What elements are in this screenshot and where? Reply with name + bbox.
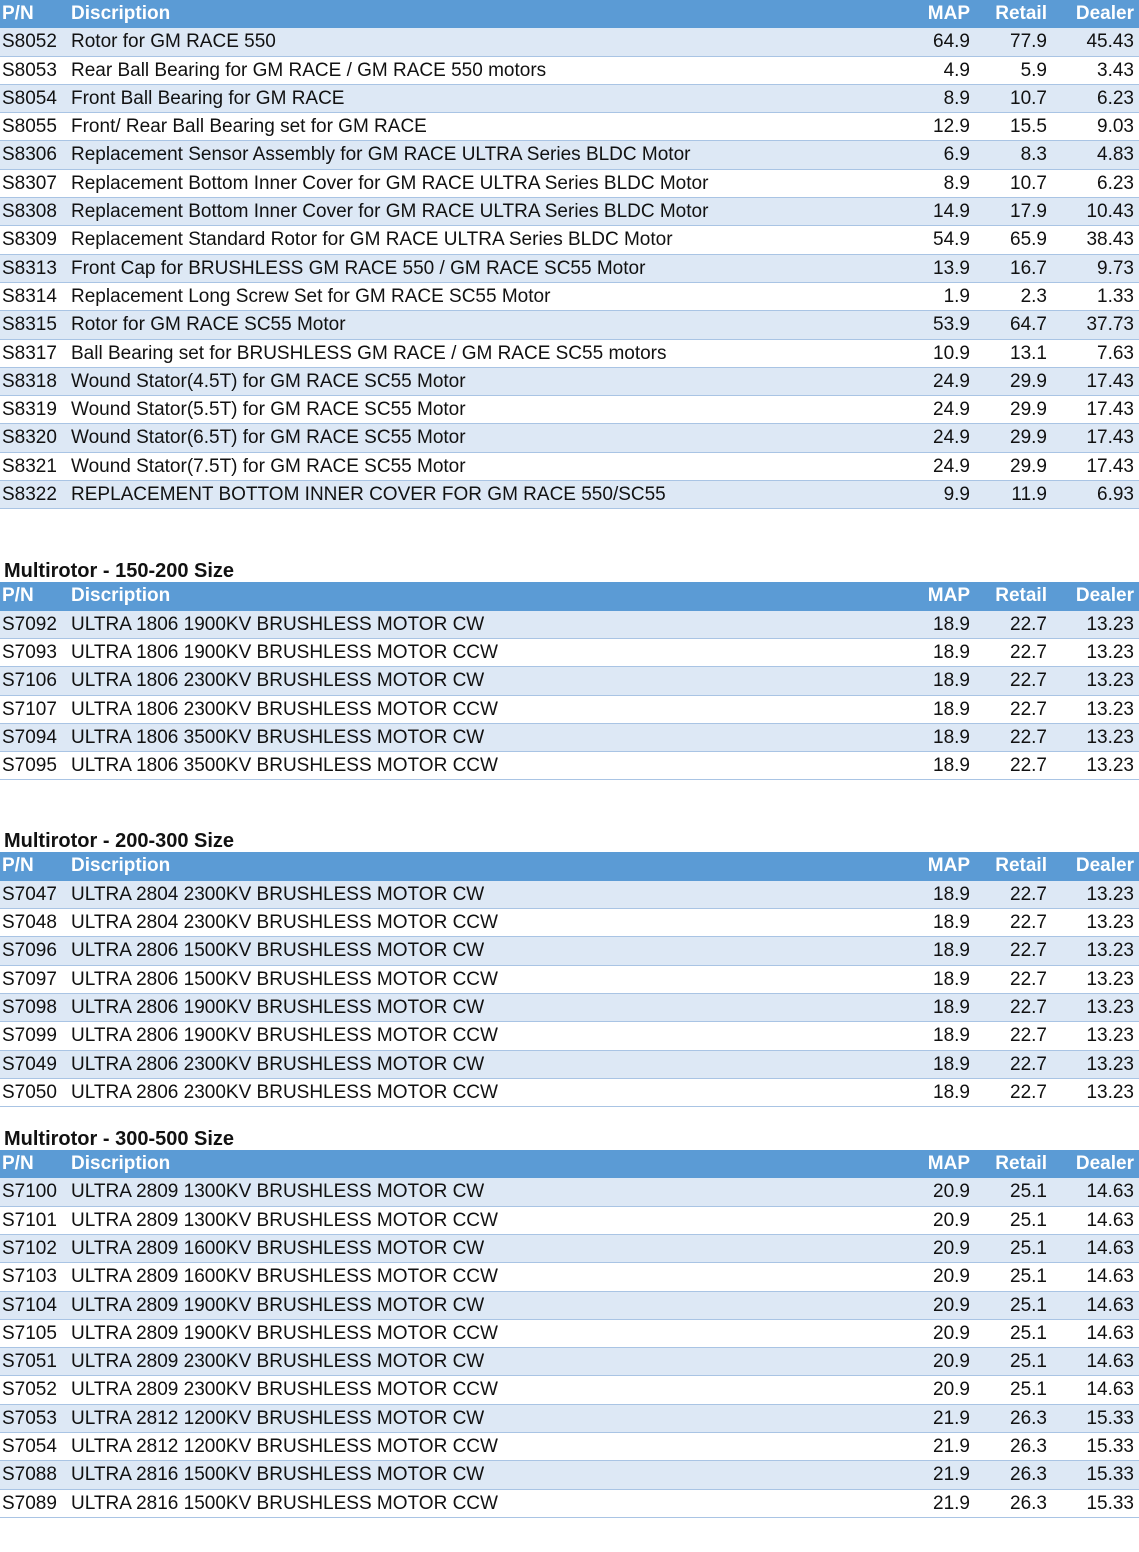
cell-map-price: 18.9 bbox=[933, 670, 970, 692]
column-header-description: Discription bbox=[71, 585, 171, 607]
parts-table-multirotor-300-500 bbox=[0, 1124, 1139, 1518]
cell-part-number: S8053 bbox=[2, 59, 57, 81]
cell-map-price: 6.9 bbox=[943, 144, 970, 166]
cell-dealer-price: 13.23 bbox=[1086, 641, 1134, 663]
cell-part-number: S8055 bbox=[2, 116, 57, 138]
cell-description: ULTRA 1806 1900KV BRUSHLESS MOTOR CCW bbox=[71, 641, 498, 663]
table-row bbox=[0, 1433, 1139, 1461]
cell-dealer-price: 13.23 bbox=[1086, 940, 1134, 962]
cell-retail-price: 25.1 bbox=[1010, 1294, 1047, 1316]
cell-retail-price: 8.3 bbox=[1020, 144, 1047, 166]
cell-dealer-price: 15.33 bbox=[1086, 1492, 1134, 1514]
column-header-pn: P/N bbox=[2, 855, 34, 877]
cell-map-price: 18.9 bbox=[933, 755, 970, 777]
cell-part-number: S7093 bbox=[2, 641, 57, 663]
cell-retail-price: 10.7 bbox=[1010, 172, 1047, 194]
cell-map-price: 20.9 bbox=[933, 1266, 970, 1288]
cell-dealer-price: 14.63 bbox=[1086, 1181, 1134, 1203]
cell-description: ULTRA 1806 3500KV BRUSHLESS MOTOR CCW bbox=[71, 755, 498, 777]
table-header bbox=[0, 852, 1139, 880]
cell-description: ULTRA 2809 1300KV BRUSHLESS MOTOR CCW bbox=[71, 1209, 498, 1231]
cell-part-number: S7104 bbox=[2, 1294, 57, 1316]
cell-dealer-price: 15.33 bbox=[1086, 1407, 1134, 1429]
cell-map-price: 20.9 bbox=[933, 1237, 970, 1259]
table-body bbox=[0, 611, 1139, 781]
cell-dealer-price: 17.43 bbox=[1086, 455, 1134, 477]
cell-retail-price: 26.3 bbox=[1010, 1492, 1047, 1514]
cell-description: ULTRA 2806 2300KV BRUSHLESS MOTOR CW bbox=[71, 1053, 485, 1075]
cell-part-number: S8313 bbox=[2, 257, 57, 279]
cell-map-price: 20.9 bbox=[933, 1294, 970, 1316]
table-row bbox=[0, 368, 1139, 396]
cell-dealer-price: 15.33 bbox=[1086, 1464, 1134, 1486]
table-row bbox=[0, 255, 1139, 283]
table-row bbox=[0, 424, 1139, 452]
cell-part-number: S7095 bbox=[2, 755, 57, 777]
cell-retail-price: 26.3 bbox=[1010, 1464, 1047, 1486]
cell-dealer-price: 6.23 bbox=[1097, 87, 1134, 109]
column-header-map: MAP bbox=[927, 1153, 970, 1175]
cell-dealer-price: 14.63 bbox=[1086, 1379, 1134, 1401]
cell-map-price: 1.9 bbox=[943, 285, 970, 307]
table-row bbox=[0, 57, 1139, 85]
cell-map-price: 18.9 bbox=[933, 613, 970, 635]
cell-dealer-price: 13.23 bbox=[1086, 968, 1134, 990]
table-row bbox=[0, 1320, 1139, 1348]
cell-part-number: S7099 bbox=[2, 1025, 57, 1047]
cell-map-price: 12.9 bbox=[933, 116, 970, 138]
cell-part-number: S7100 bbox=[2, 1181, 57, 1203]
cell-dealer-price: 17.43 bbox=[1086, 370, 1134, 392]
cell-dealer-price: 6.93 bbox=[1097, 484, 1134, 506]
table-row bbox=[0, 481, 1139, 509]
cell-description: ULTRA 1806 2300KV BRUSHLESS MOTOR CCW bbox=[71, 698, 498, 720]
table-row bbox=[0, 1079, 1139, 1107]
cell-dealer-price: 10.43 bbox=[1086, 201, 1134, 223]
cell-description: ULTRA 2809 1900KV BRUSHLESS MOTOR CW bbox=[71, 1294, 485, 1316]
cell-dealer-price: 1.33 bbox=[1097, 285, 1134, 307]
cell-description: Replacement Bottom Inner Cover for GM RACE ULTRA Series BLDC Motor bbox=[71, 201, 709, 223]
cell-description: Replacement Sensor Assembly for GM RACE ULTRA Series BLDC Motor bbox=[71, 144, 691, 166]
cell-map-price: 18.9 bbox=[933, 968, 970, 990]
cell-dealer-price: 9.03 bbox=[1097, 116, 1134, 138]
cell-part-number: S7102 bbox=[2, 1237, 57, 1259]
table-body bbox=[0, 881, 1139, 1107]
section-title: Multirotor - 300-500 Size bbox=[4, 1128, 235, 1151]
cell-description: ULTRA 2809 2300KV BRUSHLESS MOTOR CCW bbox=[71, 1379, 498, 1401]
cell-retail-price: 25.1 bbox=[1010, 1266, 1047, 1288]
table-row bbox=[0, 453, 1139, 481]
cell-dealer-price: 14.63 bbox=[1086, 1322, 1134, 1344]
cell-part-number: S8317 bbox=[2, 342, 57, 364]
table-row bbox=[0, 311, 1139, 339]
cell-dealer-price: 14.63 bbox=[1086, 1294, 1134, 1316]
cell-retail-price: 26.3 bbox=[1010, 1407, 1047, 1429]
cell-part-number: S8318 bbox=[2, 370, 57, 392]
cell-map-price: 20.9 bbox=[933, 1181, 970, 1203]
cell-part-number: S7096 bbox=[2, 940, 57, 962]
cell-description: Ball Bearing set for BRUSHLESS GM RACE / GM RACE SC55 motors bbox=[71, 342, 667, 364]
table-row bbox=[0, 85, 1139, 113]
table-body bbox=[0, 28, 1139, 509]
cell-description: ULTRA 2806 2300KV BRUSHLESS MOTOR CCW bbox=[71, 1081, 498, 1103]
column-header-map: MAP bbox=[927, 855, 970, 877]
cell-retail-price: 22.7 bbox=[1010, 670, 1047, 692]
table-body bbox=[0, 1178, 1139, 1518]
cell-dealer-price: 37.73 bbox=[1086, 314, 1134, 336]
cell-map-price: 21.9 bbox=[933, 1492, 970, 1514]
cell-dealer-price: 17.43 bbox=[1086, 427, 1134, 449]
column-header-map: MAP bbox=[927, 3, 970, 24]
cell-dealer-price: 3.43 bbox=[1097, 59, 1134, 81]
cell-description: ULTRA 1806 1900KV BRUSHLESS MOTOR CW bbox=[71, 613, 485, 635]
cell-part-number: S8052 bbox=[2, 31, 57, 53]
cell-retail-price: 25.1 bbox=[1010, 1181, 1047, 1203]
section-title: Multirotor - 150-200 Size bbox=[4, 560, 235, 583]
cell-description: REPLACEMENT BOTTOM INNER COVER FOR GM RACE 550/SC55 bbox=[71, 484, 666, 506]
table-row bbox=[0, 667, 1139, 695]
table-row bbox=[0, 340, 1139, 368]
cell-dealer-price: 45.43 bbox=[1086, 31, 1134, 53]
table-header bbox=[0, 1150, 1139, 1178]
cell-dealer-price: 13.23 bbox=[1086, 912, 1134, 934]
cell-map-price: 24.9 bbox=[933, 427, 970, 449]
cell-map-price: 18.9 bbox=[933, 996, 970, 1018]
cell-description: Rotor for GM RACE 550 bbox=[71, 31, 276, 53]
cell-part-number: S7053 bbox=[2, 1407, 57, 1429]
cell-retail-price: 22.7 bbox=[1010, 1053, 1047, 1075]
cell-retail-price: 22.7 bbox=[1010, 940, 1047, 962]
table-row bbox=[0, 1490, 1139, 1518]
table-row bbox=[0, 937, 1139, 965]
table-row bbox=[0, 283, 1139, 311]
cell-description: Front Ball Bearing for GM RACE bbox=[71, 87, 345, 109]
cell-map-price: 18.9 bbox=[933, 726, 970, 748]
cell-map-price: 18.9 bbox=[933, 1053, 970, 1075]
cell-map-price: 8.9 bbox=[943, 87, 970, 109]
cell-map-price: 54.9 bbox=[933, 229, 970, 251]
column-header-dealer: Dealer bbox=[1075, 3, 1134, 24]
cell-description: ULTRA 2809 1600KV BRUSHLESS MOTOR CW bbox=[71, 1237, 485, 1259]
cell-retail-price: 25.1 bbox=[1010, 1351, 1047, 1373]
table-row bbox=[0, 1348, 1139, 1376]
cell-part-number: S8307 bbox=[2, 172, 57, 194]
cell-dealer-price: 13.23 bbox=[1086, 698, 1134, 720]
cell-part-number: S7052 bbox=[2, 1379, 57, 1401]
cell-part-number: S7048 bbox=[2, 912, 57, 934]
cell-part-number: S7051 bbox=[2, 1351, 57, 1373]
cell-map-price: 20.9 bbox=[933, 1379, 970, 1401]
cell-description: ULTRA 1806 3500KV BRUSHLESS MOTOR CW bbox=[71, 726, 485, 748]
column-header-pn: P/N bbox=[2, 585, 34, 607]
table-row bbox=[0, 1051, 1139, 1079]
column-header-dealer: Dealer bbox=[1075, 585, 1134, 607]
cell-part-number: S8054 bbox=[2, 87, 57, 109]
table-row bbox=[0, 170, 1139, 198]
column-header-dealer: Dealer bbox=[1075, 855, 1134, 877]
table-row bbox=[0, 1178, 1139, 1206]
table-row bbox=[0, 696, 1139, 724]
cell-map-price: 18.9 bbox=[933, 883, 970, 905]
cell-part-number: S8322 bbox=[2, 484, 57, 506]
cell-part-number: S7049 bbox=[2, 1053, 57, 1075]
table-row bbox=[0, 724, 1139, 752]
cell-retail-price: 22.7 bbox=[1010, 641, 1047, 663]
cell-map-price: 10.9 bbox=[933, 342, 970, 364]
column-header-retail: Retail bbox=[995, 855, 1047, 877]
cell-map-price: 18.9 bbox=[933, 698, 970, 720]
cell-description: ULTRA 2809 1300KV BRUSHLESS MOTOR CW bbox=[71, 1181, 485, 1203]
column-header-pn: P/N bbox=[2, 3, 34, 24]
cell-map-price: 18.9 bbox=[933, 1081, 970, 1103]
cell-part-number: S7089 bbox=[2, 1492, 57, 1514]
table-row bbox=[0, 639, 1139, 667]
cell-part-number: S7047 bbox=[2, 883, 57, 905]
cell-retail-price: 5.9 bbox=[1020, 59, 1047, 81]
cell-retail-price: 25.1 bbox=[1010, 1322, 1047, 1344]
cell-retail-price: 2.3 bbox=[1020, 285, 1047, 307]
column-header-retail: Retail bbox=[995, 1153, 1047, 1175]
cell-description: Rotor for GM RACE SC55 Motor bbox=[71, 314, 346, 336]
table-row bbox=[0, 909, 1139, 937]
cell-dealer-price: 4.83 bbox=[1097, 144, 1134, 166]
cell-map-price: 18.9 bbox=[933, 940, 970, 962]
cell-retail-price: 22.7 bbox=[1010, 996, 1047, 1018]
column-header-map: MAP bbox=[927, 585, 970, 607]
cell-map-price: 24.9 bbox=[933, 370, 970, 392]
cell-retail-price: 25.1 bbox=[1010, 1209, 1047, 1231]
cell-part-number: S8319 bbox=[2, 399, 57, 421]
cell-description: ULTRA 2812 1200KV BRUSHLESS MOTOR CW bbox=[71, 1407, 485, 1429]
cell-retail-price: 22.7 bbox=[1010, 755, 1047, 777]
cell-dealer-price: 13.23 bbox=[1086, 726, 1134, 748]
cell-map-price: 18.9 bbox=[933, 912, 970, 934]
cell-part-number: S7054 bbox=[2, 1436, 57, 1458]
cell-description: Replacement Standard Rotor for GM RACE ULTRA Series BLDC Motor bbox=[71, 229, 673, 251]
cell-part-number: S8308 bbox=[2, 201, 57, 223]
cell-description: ULTRA 2809 1900KV BRUSHLESS MOTOR CCW bbox=[71, 1322, 498, 1344]
cell-dealer-price: 14.63 bbox=[1086, 1266, 1134, 1288]
cell-part-number: S7050 bbox=[2, 1081, 57, 1103]
cell-retail-price: 22.7 bbox=[1010, 726, 1047, 748]
cell-map-price: 24.9 bbox=[933, 455, 970, 477]
table-row bbox=[0, 752, 1139, 780]
cell-part-number: S8320 bbox=[2, 427, 57, 449]
table-header bbox=[0, 0, 1139, 28]
cell-part-number: S7103 bbox=[2, 1266, 57, 1288]
cell-description: ULTRA 2806 1900KV BRUSHLESS MOTOR CW bbox=[71, 996, 485, 1018]
cell-description: ULTRA 2809 2300KV BRUSHLESS MOTOR CW bbox=[71, 1351, 485, 1373]
cell-retail-price: 15.5 bbox=[1010, 116, 1047, 138]
cell-retail-price: 22.7 bbox=[1010, 912, 1047, 934]
column-header-description: Discription bbox=[71, 3, 171, 24]
cell-map-price: 4.9 bbox=[943, 59, 970, 81]
cell-description: Front Cap for BRUSHLESS GM RACE 550 / GM RACE SC55 Motor bbox=[71, 257, 646, 279]
cell-map-price: 21.9 bbox=[933, 1464, 970, 1486]
parts-table-race-motors bbox=[0, 0, 1139, 509]
cell-map-price: 14.9 bbox=[933, 201, 970, 223]
cell-description: ULTRA 2806 1500KV BRUSHLESS MOTOR CW bbox=[71, 940, 485, 962]
cell-retail-price: 22.7 bbox=[1010, 883, 1047, 905]
cell-retail-price: 17.9 bbox=[1010, 201, 1047, 223]
cell-dealer-price: 14.63 bbox=[1086, 1237, 1134, 1259]
cell-part-number: S8321 bbox=[2, 455, 57, 477]
section-title: Multirotor - 200-300 Size bbox=[4, 830, 235, 853]
cell-retail-price: 25.1 bbox=[1010, 1237, 1047, 1259]
cell-retail-price: 13.1 bbox=[1010, 342, 1047, 364]
column-header-dealer: Dealer bbox=[1075, 1153, 1134, 1175]
table-row bbox=[0, 198, 1139, 226]
table-row bbox=[0, 966, 1139, 994]
parts-table-multirotor-150-200 bbox=[0, 556, 1139, 780]
cell-dealer-price: 15.33 bbox=[1086, 1436, 1134, 1458]
cell-part-number: S7094 bbox=[2, 726, 57, 748]
cell-dealer-price: 38.43 bbox=[1086, 229, 1134, 251]
cell-retail-price: 22.7 bbox=[1010, 613, 1047, 635]
table-row bbox=[0, 1292, 1139, 1320]
cell-dealer-price: 13.23 bbox=[1086, 613, 1134, 635]
cell-map-price: 9.9 bbox=[943, 484, 970, 506]
cell-map-price: 20.9 bbox=[933, 1351, 970, 1373]
table-row bbox=[0, 141, 1139, 169]
cell-description: ULTRA 2809 1600KV BRUSHLESS MOTOR CCW bbox=[71, 1266, 498, 1288]
cell-part-number: S7106 bbox=[2, 670, 57, 692]
cell-description: Wound Stator(6.5T) for GM RACE SC55 Motor bbox=[71, 427, 466, 449]
cell-retail-price: 29.9 bbox=[1010, 399, 1047, 421]
cell-part-number: S7092 bbox=[2, 613, 57, 635]
table-row bbox=[0, 1263, 1139, 1291]
table-row bbox=[0, 28, 1139, 56]
cell-map-price: 20.9 bbox=[933, 1322, 970, 1344]
cell-map-price: 18.9 bbox=[933, 641, 970, 663]
cell-retail-price: 10.7 bbox=[1010, 87, 1047, 109]
cell-dealer-price: 13.23 bbox=[1086, 1025, 1134, 1047]
section-spacer bbox=[0, 509, 1139, 556]
cell-retail-price: 22.7 bbox=[1010, 968, 1047, 990]
cell-retail-price: 22.7 bbox=[1010, 1081, 1047, 1103]
cell-dealer-price: 9.73 bbox=[1097, 257, 1134, 279]
table-row bbox=[0, 1235, 1139, 1263]
cell-part-number: S7097 bbox=[2, 968, 57, 990]
cell-description: ULTRA 1806 2300KV BRUSHLESS MOTOR CW bbox=[71, 670, 485, 692]
table-row bbox=[0, 994, 1139, 1022]
cell-retail-price: 29.9 bbox=[1010, 370, 1047, 392]
cell-map-price: 13.9 bbox=[933, 257, 970, 279]
table-row bbox=[0, 611, 1139, 639]
table-row bbox=[0, 881, 1139, 909]
cell-description: ULTRA 2806 1900KV BRUSHLESS MOTOR CCW bbox=[71, 1025, 498, 1047]
cell-dealer-price: 13.23 bbox=[1086, 670, 1134, 692]
cell-description: ULTRA 2804 2300KV BRUSHLESS MOTOR CCW bbox=[71, 912, 498, 934]
cell-map-price: 53.9 bbox=[933, 314, 970, 336]
parts-table-multirotor-200-300 bbox=[0, 826, 1139, 1107]
cell-retail-price: 11.9 bbox=[1011, 484, 1047, 506]
table-row bbox=[0, 1207, 1139, 1235]
column-header-description: Discription bbox=[71, 855, 171, 877]
cell-retail-price: 26.3 bbox=[1010, 1436, 1047, 1458]
cell-dealer-price: 7.63 bbox=[1097, 342, 1134, 364]
table-row bbox=[0, 1461, 1139, 1489]
cell-retail-price: 22.7 bbox=[1010, 698, 1047, 720]
cell-description: Replacement Bottom Inner Cover for GM RACE ULTRA Series BLDC Motor bbox=[71, 172, 709, 194]
cell-description: Rear Ball Bearing for GM RACE / GM RACE 550 motors bbox=[71, 59, 547, 81]
cell-retail-price: 22.7 bbox=[1010, 1025, 1047, 1047]
cell-dealer-price: 14.63 bbox=[1086, 1209, 1134, 1231]
table-row bbox=[0, 113, 1139, 141]
cell-dealer-price: 14.63 bbox=[1086, 1351, 1134, 1373]
cell-part-number: S8315 bbox=[2, 314, 57, 336]
cell-map-price: 21.9 bbox=[933, 1436, 970, 1458]
cell-description: ULTRA 2816 1500KV BRUSHLESS MOTOR CW bbox=[71, 1464, 485, 1486]
cell-retail-price: 64.7 bbox=[1010, 314, 1047, 336]
cell-map-price: 20.9 bbox=[933, 1209, 970, 1231]
table-row bbox=[0, 396, 1139, 424]
table-row bbox=[0, 1376, 1139, 1404]
cell-dealer-price: 13.23 bbox=[1086, 1053, 1134, 1075]
cell-retail-price: 25.1 bbox=[1010, 1379, 1047, 1401]
table-row bbox=[0, 226, 1139, 254]
cell-description: ULTRA 2806 1500KV BRUSHLESS MOTOR CCW bbox=[71, 968, 498, 990]
cell-part-number: S7088 bbox=[2, 1464, 57, 1486]
cell-description: ULTRA 2812 1200KV BRUSHLESS MOTOR CCW bbox=[71, 1436, 498, 1458]
cell-map-price: 24.9 bbox=[933, 399, 970, 421]
cell-retail-price: 29.9 bbox=[1010, 427, 1047, 449]
column-header-retail: Retail bbox=[995, 3, 1047, 24]
cell-description: Wound Stator(5.5T) for GM RACE SC55 Motor bbox=[71, 399, 466, 421]
cell-retail-price: 65.9 bbox=[1010, 229, 1047, 251]
cell-part-number: S7101 bbox=[2, 1209, 57, 1231]
cell-part-number: S8314 bbox=[2, 285, 57, 307]
column-header-description: Discription bbox=[71, 1153, 171, 1175]
cell-part-number: S7107 bbox=[2, 698, 57, 720]
cell-description: ULTRA 2804 2300KV BRUSHLESS MOTOR CW bbox=[71, 883, 485, 905]
cell-part-number: S7098 bbox=[2, 996, 57, 1018]
cell-part-number: S8306 bbox=[2, 144, 57, 166]
cell-description: Wound Stator(7.5T) for GM RACE SC55 Motor bbox=[71, 455, 466, 477]
cell-retail-price: 77.9 bbox=[1010, 31, 1047, 53]
cell-dealer-price: 13.23 bbox=[1086, 1081, 1134, 1103]
cell-dealer-price: 13.23 bbox=[1086, 755, 1134, 777]
cell-part-number: S8309 bbox=[2, 229, 57, 251]
cell-dealer-price: 17.43 bbox=[1086, 399, 1134, 421]
cell-description: Front/ Rear Ball Bearing set for GM RACE bbox=[71, 116, 427, 138]
cell-dealer-price: 13.23 bbox=[1086, 996, 1134, 1018]
cell-map-price: 18.9 bbox=[933, 1025, 970, 1047]
cell-part-number: S7105 bbox=[2, 1322, 57, 1344]
cell-retail-price: 16.7 bbox=[1010, 257, 1047, 279]
cell-map-price: 21.9 bbox=[933, 1407, 970, 1429]
cell-description: ULTRA 2816 1500KV BRUSHLESS MOTOR CCW bbox=[71, 1492, 498, 1514]
cell-retail-price: 29.9 bbox=[1010, 455, 1047, 477]
column-header-retail: Retail bbox=[995, 585, 1047, 607]
cell-description: Replacement Long Screw Set for GM RACE SC55 Motor bbox=[71, 285, 551, 307]
table-header bbox=[0, 582, 1139, 610]
table-row bbox=[0, 1405, 1139, 1433]
cell-description: Wound Stator(4.5T) for GM RACE SC55 Motor bbox=[71, 370, 466, 392]
section-spacer bbox=[0, 780, 1139, 826]
cell-dealer-price: 13.23 bbox=[1086, 883, 1134, 905]
table-row bbox=[0, 1022, 1139, 1050]
cell-map-price: 8.9 bbox=[943, 172, 970, 194]
cell-dealer-price: 6.23 bbox=[1097, 172, 1134, 194]
section-spacer bbox=[0, 1107, 1139, 1124]
cell-map-price: 64.9 bbox=[933, 31, 970, 53]
column-header-pn: P/N bbox=[2, 1153, 34, 1175]
